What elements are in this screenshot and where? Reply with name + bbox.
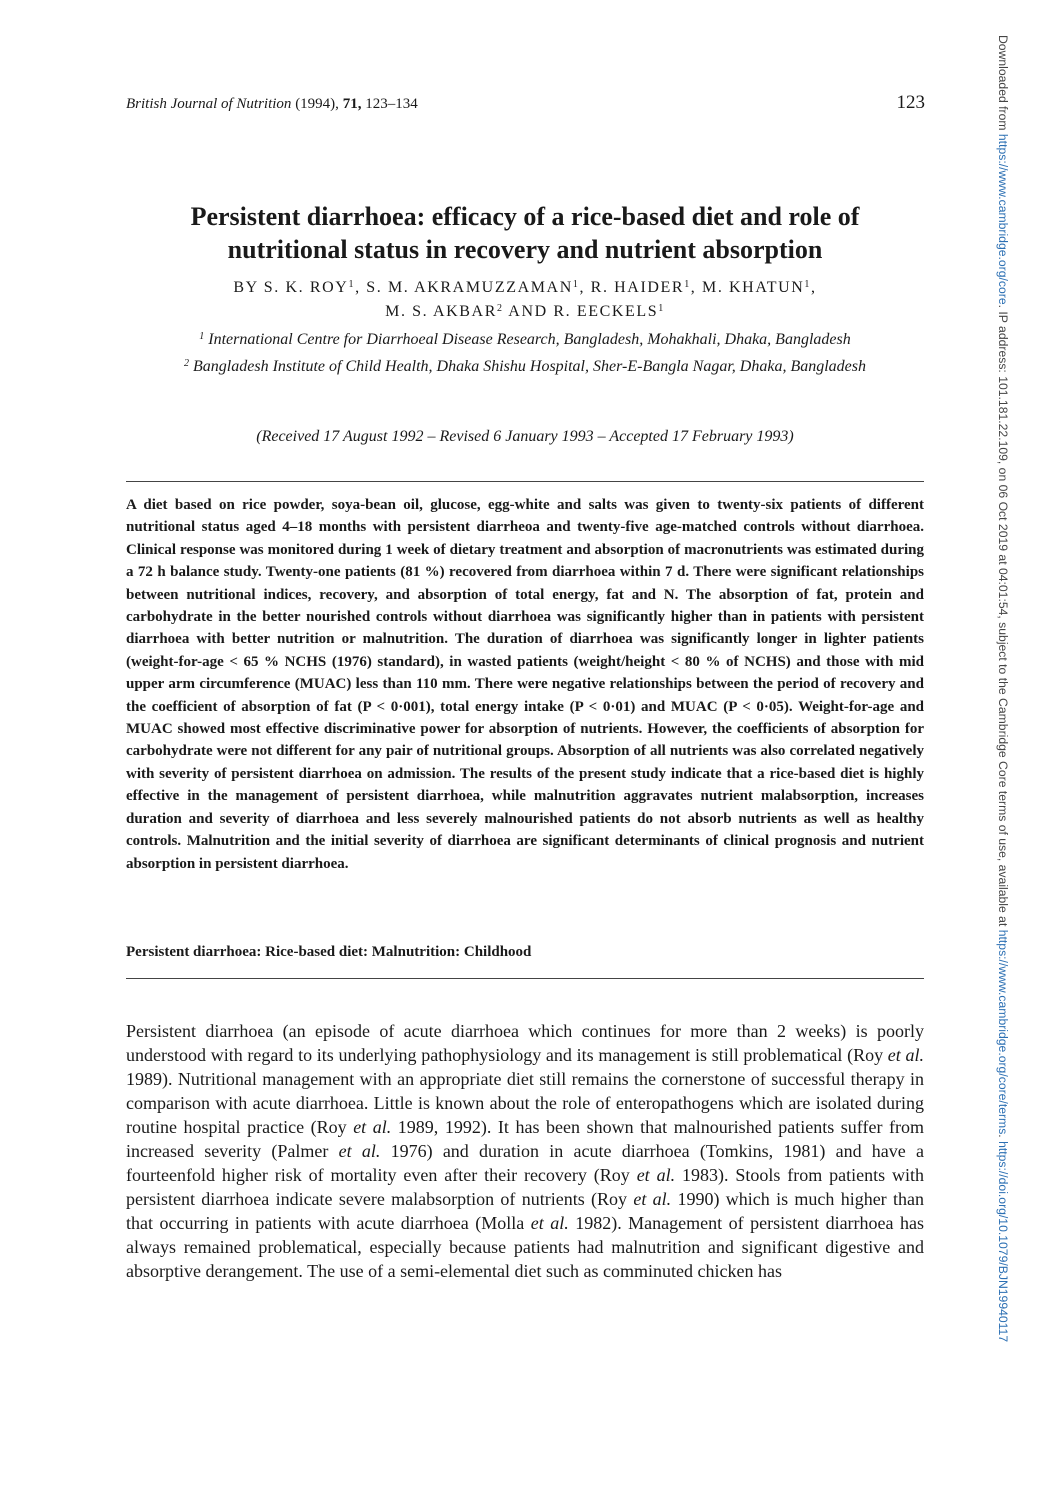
author-line-2: [100, 300, 950, 324]
author-akbar: M. S. AKBAR: [385, 303, 497, 320]
body-text-run: Persistent diarrhoea (an episode of acute diarrhoea which continues for more than 2 weeks) is poorly understood with regard to its underlying pathophysiology and its management is still problematical (Roy: [126, 1021, 924, 1065]
running-head: [126, 96, 418, 113]
author-haider: , R. HAIDER: [579, 279, 685, 296]
author-eeckels: AND R. EECKELS: [503, 303, 659, 320]
abstract: A diet based on rice powder, soya-bean oil, glucose, egg-white and salts was given to twenty-six patients of different nutritional status aged 4–18 months with persistent diarrheoa and twenty-five age-matched controls without diarrhoea. Clinical response was monitored during 1 week of dietary treatment and absorption of macronutrients was estimated during a 72 h balance study. Twenty-one patients (81 %) recovered from diarrhoea within 7 d. There were significant relationships between nutritional indices, recovery, and absorption of total energy, fat and N. The absorption of fat, protein and carbohydrate in the better nourished controls without diarrhoea was significantly higher than in patients with persistent diarrhoea with better nutrition or malnutrition. The duration of diarrhoea was significantly longer in lighter patients (weight-for-age < 65 % NCHS (1976) standard), in wasted patients (weight/height < 80 % of NCHS) and those with mid upper arm circumference (MUAC) less than 110 mm. There were negative relationships between the period of recovery and the coefficient of absorption of fat (P < 0·001), total energy intake (P < 0·01) and MUAC (P < 0·05). Weight-for-age and MUAC showed most effective discriminative power for absorption of nutrients. However, the coefficients of absorption for carbohydrate were not different for any pair of nutritional groups. Absorption of all nutrients was also correlated negatively with severity of persistent diarrhoea on admission. The results of the present study indicate that a rice-based diet is highly effective in the management of persistent diarrhoea, while malnutrition aggravates nutrient malabsorption, increases duration and severity of diarrhoea and less severely malnourished patients do not absorb nutrients as well as healthy controls. Malnutrition and the initial severity of diarrhoea are significant determinants of clinical prognosis and nutrient absorption in persistent diarrhoea.: [126, 497, 924, 872]
citation-etal: et al.: [353, 1117, 392, 1137]
body-text-run: 1989). Nutritional management with an appropriate diet still remains the cornerstone of successful therapy in comparison with acute diarrhoea. Little is known about the role of enteropathogens which are isolated during routine hospital practice (Roy: [126, 1069, 924, 1137]
author-line-1: [100, 276, 950, 300]
citation-etal: et al.: [636, 1165, 676, 1185]
notice-text: .: [996, 1134, 1010, 1142]
divider-bottom: [126, 978, 924, 979]
notice-text: . IP address: 101.181.22.109, on 06 Oct 2019 at 04:01:54, subject to the Cambridge Core terms of use, available at: [996, 304, 1010, 930]
affiliation-mark: 1: [199, 331, 205, 342]
affiliation-mark: 2: [184, 358, 190, 369]
author-list: [100, 276, 950, 324]
cambridge-core-link[interactable]: https://www.cambridge.org/core: [996, 133, 1010, 305]
body-text-run: 1989, 1992). It has been shown that malnourished patients suffer from increased severity (Palmer: [126, 1117, 924, 1161]
citation-etal: et al.: [530, 1213, 569, 1233]
author-affil-mark: 1: [348, 279, 356, 290]
affiliation-text: International Centre for Diarrhoeal Disease Research, Bangladesh, Mohakhali, Dhaka, Bangladesh: [204, 331, 851, 348]
body-text-run: 1983). Stools from patients with persistent diarrhoea indicate severe malabsorption of nutrients (Roy: [126, 1165, 924, 1209]
author-affil-mark: 1: [684, 279, 691, 290]
citation-etal: et al.: [338, 1141, 381, 1161]
affiliation-2: [100, 355, 950, 379]
journal-year: (1994),: [295, 96, 339, 112]
notice-text: Downloaded from: [996, 35, 1010, 134]
journal-volume: 71,: [342, 96, 362, 112]
author-affil-mark: 1: [804, 279, 812, 290]
terms-link[interactable]: https://www.cambridge.org/core/terms: [996, 929, 1010, 1135]
title-line-1: Persistent diarrhoea: efficacy of a rice-based diet and role of: [190, 202, 860, 231]
author-roy: BY S. K. ROY: [233, 279, 349, 296]
author-affil-mark: 2: [496, 303, 504, 314]
title-line-2: nutritional status in recovery and nutrient absorption: [227, 235, 823, 264]
paper-title: [100, 200, 950, 266]
divider-top: [126, 481, 924, 482]
journal-name: British Journal of Nutrition: [126, 96, 292, 112]
body-text-run: 1976) and duration in acute diarrhoea (Tomkins, 1981) and have a fourteenfold higher risk of mortality even after their recovery (Roy: [126, 1141, 925, 1185]
author-affil-mark: 1: [658, 303, 665, 314]
body-text-run: 1990) which is much higher than that occurring in patients with acute diarrhoea (Molla: [126, 1189, 924, 1233]
author-affil-mark: 1: [572, 279, 580, 290]
download-notice: [996, 35, 1010, 1342]
doi-link[interactable]: https://doi.org/10.1079/BJN19940117: [996, 1141, 1010, 1343]
author-akramuzzaman: , S. M. AKRAMUZZAMAN: [355, 279, 573, 296]
affiliation-text: Bangladesh Institute of Child Health, Dhaka Shishu Hospital, Sher-E-Bangla Nagar, Dhaka, Bangladesh: [189, 358, 866, 375]
page-number: 123: [896, 92, 925, 113]
journal-pages: 123–134: [365, 96, 418, 112]
body-text-run: 1982). Management of persistent diarrhoea has always remained problematical, especially because patients had malnutrition and significant digestive and absorptive derangement. The use of a semi-elemental diet such as comminuted chicken has: [126, 1213, 925, 1281]
affiliation-1: [100, 328, 950, 352]
body-paragraph: [126, 1019, 924, 1283]
citation-etal: et al.: [633, 1189, 672, 1209]
author-separator: ,: [811, 279, 817, 296]
keywords: Persistent diarrhoea: Rice-based diet: Malnutrition: Childhood: [126, 944, 532, 960]
citation-etal: et al.: [887, 1045, 924, 1065]
author-khatun: , M. KHATUN: [690, 279, 805, 296]
received-dates: (Received 17 August 1992 – Revised 6 January 1993 – Accepted 17 February 1993): [256, 428, 794, 445]
